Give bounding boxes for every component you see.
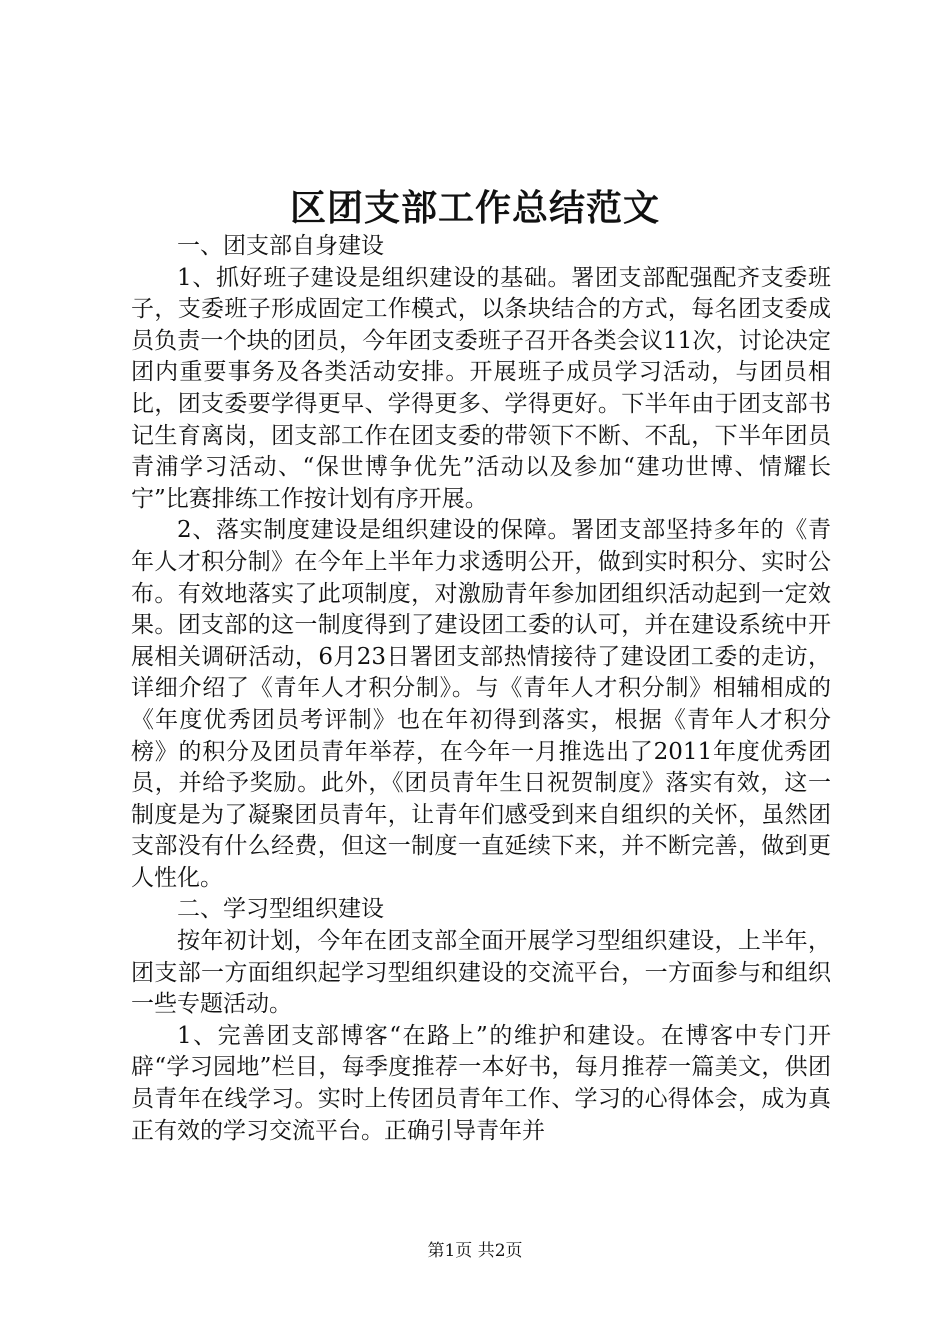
- paragraph: 按年初计划，今年在团支部全面开展学习型组织建设，上半年，团支部一方面组织起学习型组织建设的交流平台，一方面参与和组织一些专题活动。: [131, 928, 831, 1018]
- document-title: 区团支部工作总结范文: [289, 187, 660, 229]
- paragraph: 2、落实制度建设是组织建设的保障。署团支部坚持多年的《青年人才积分制》在今年上半年力求透明公开，做到实时积分、实时公布。有效地落实了此项制度，对激励青年参加团组织活动起到一定效果。团支部的这一制度得到了建设团工委的认可，并在建设系统中开展相关调研活动，6月23日署团支部热情接待了建设团工委的走访，详细介绍了《青年人才积分制》。与《青年人才积分制》相辅相成的《年度优秀团员考评制》也在年初得到落实，根据《青年人才积分榜》的积分及团员青年举荐，在今年一月推选出了2011年度优秀团员，并给予奖励。此外，《团员青年生日祝贺制度》落实有效，这一制度是为了凝聚团员青年，让青年们感受到来自组织的关怀，虽然团支部没有什么经费，但这一制度一直延续下来，并不断完善，做到更人性化。: [131, 517, 831, 891]
- section-heading-2: 二、学习型组织建设: [177, 896, 384, 923]
- page-footer: 第1页 共2页: [427, 1241, 523, 1261]
- paragraph: 1、抓好班子建设是组织建设的基础。署团支部配强配齐支委班子，支委班子形成固定工作模式，以条块结合的方式，每名团支委成员负责一个块的团员，今年团支委班子召开各类会议11次，讨论决定团内重要事务及各类活动安排。开展班子成员学习活动，与团员相比，团支委要学得更早、学得更多、学得更好。下半年由于团支部书记生育离岗，团支部工作在团支委的带领下不断、不乱，下半年团员青浦学习活动、“保世博争优先”活动以及参加“建功世博、情耀长宁”比赛排练工作按计划有序开展。: [131, 264, 831, 512]
- document-body: [131, 231, 831, 1147]
- paragraph: 1、完善团支部博客“在路上”的维护和建设。在博客中专门开辟“学习园地”栏目，每季度推荐一本好书，每月推荐一篇美文，供团员青年在线学习。实时上传团员青年工作、学习的心得体会，成为真正有效的学习交流平台。正确引导青年并: [131, 1022, 831, 1144]
- section-heading-1: 一、团支部自身建设: [177, 233, 384, 259]
